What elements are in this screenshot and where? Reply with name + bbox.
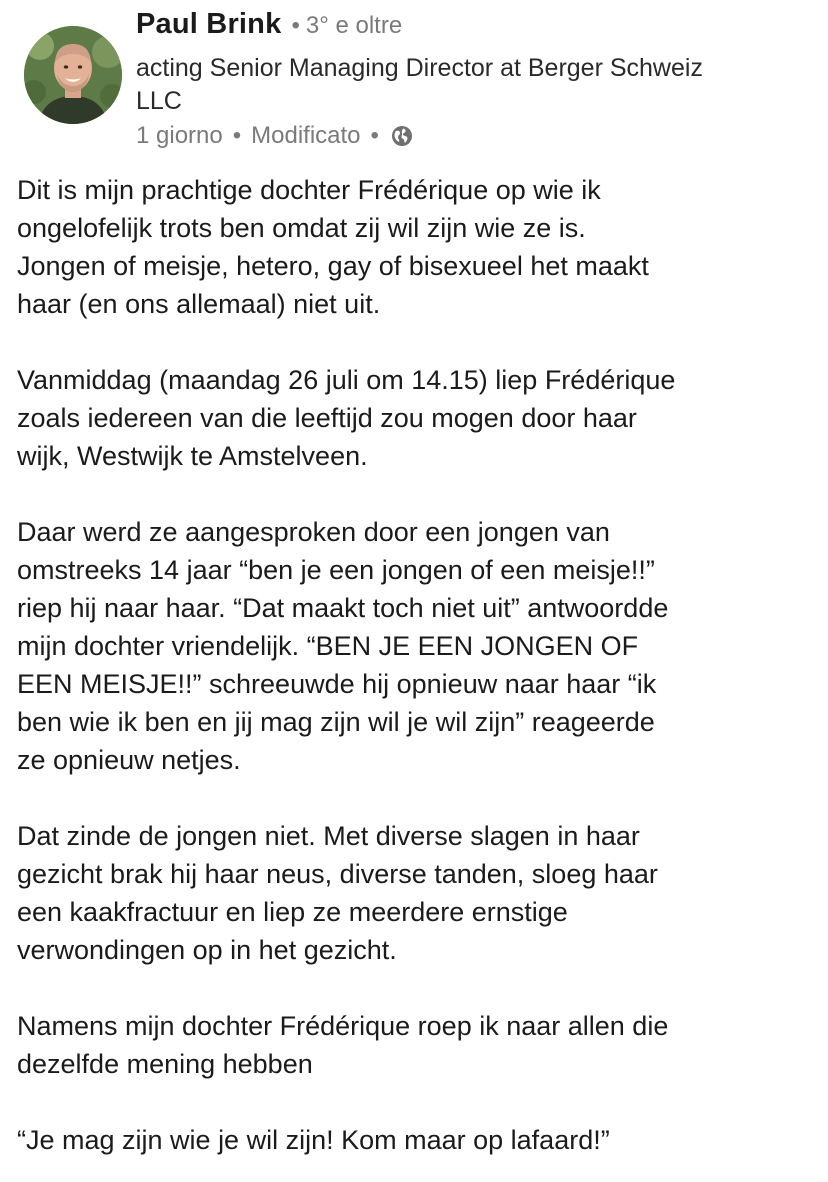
globe-icon xyxy=(391,125,413,147)
author-name[interactable]: Paul Brink xyxy=(136,8,282,40)
post-meta xyxy=(136,120,816,152)
edited-label: Modificato xyxy=(251,122,361,149)
avatar-photo xyxy=(24,26,122,124)
post-time: 1 giorno xyxy=(136,122,223,149)
author-info xyxy=(136,8,816,152)
separator-dot: • xyxy=(370,122,379,149)
avatar[interactable] xyxy=(24,26,122,124)
post-body xyxy=(17,171,817,1159)
post-paragraph: “Je mag zijn wie je wil zijn! Kom maar op lafaard!” xyxy=(17,1125,610,1155)
author-headline: acting Senior Managing Director at Berger Schweiz LLC xyxy=(136,54,703,115)
post-paragraph: Daar werd ze aangesproken door een jongen van omstreeks 14 jaar “ben je een jongen of een meisje!!” riep hij naar haar. “Dat maakt toch niet uit” antwoordde mijn dochter vriendelijk. “BEN JE EEN JONGEN OF EEN MEISJE!!” schreeuwde hij opnieuw naar haar “ik ben wie ik ben en jij mag zijn wil je wil zijn” reageerde ze opnieuw netjes. xyxy=(17,517,669,775)
post-paragraph: Dit is mijn prachtige dochter Frédérique op wie ik ongelofelijk trots ben omdat zij wil zijn wie ze is. Jongen of meisje, hetero, gay of bisexueel het maakt haar (en ons allemaal) niet uit. xyxy=(17,175,649,319)
separator-dot: • xyxy=(232,122,242,149)
author-name-line xyxy=(136,8,816,44)
post-header xyxy=(24,8,814,148)
post-paragraph: Vanmiddag (maandag 26 juli om 14.15) liep Frédérique zoals iedereen van die leeftijd zou mogen door haar wijk, Westwijk te Amstelveen. xyxy=(17,365,676,471)
connection-degree: 3° e oltre xyxy=(305,12,403,39)
separator-dot: • xyxy=(291,12,300,39)
post-paragraph: Dat zinde de jongen niet. Met diverse slagen in haar gezicht brak hij haar neus, diverse tanden, sloeg haar een kaakfractuur en liep ze meerdere ernstige verwondingen op in het gezicht. xyxy=(17,821,658,965)
post-paragraph: Namens mijn dochter Frédérique roep ik naar allen die dezelfde mening hebben xyxy=(17,1011,669,1079)
